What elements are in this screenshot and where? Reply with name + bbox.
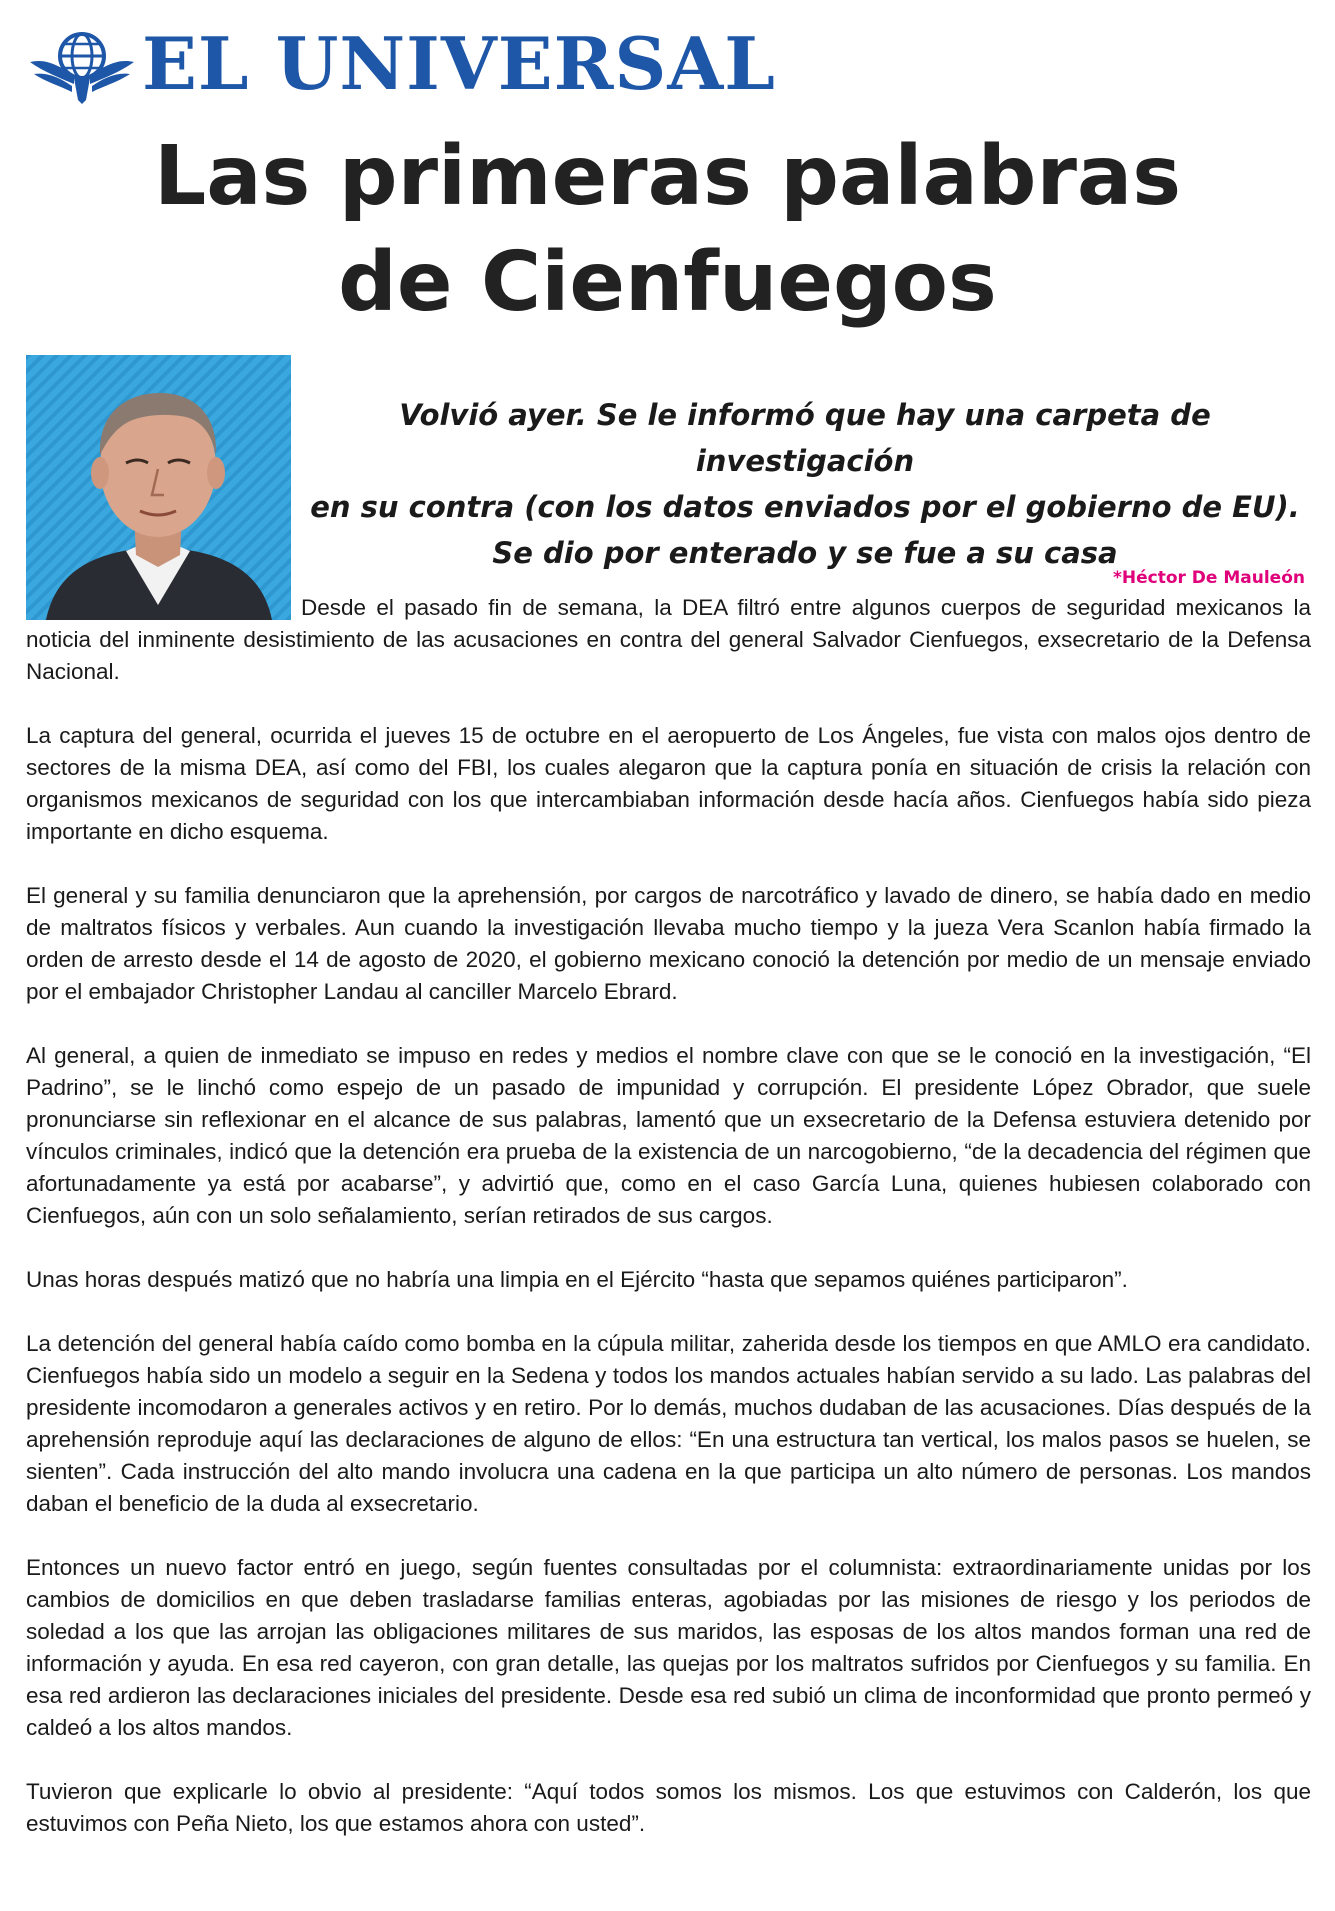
author-byline: *Héctor De Mauleón [1112, 568, 1305, 588]
paragraph-1: Desde el pasado fin de semana, la DEA filtró entre algunos cuerpos de seguridad mexicanos la noticia del inminente desistimiento de las acusaciones en contra del general Salvador Cienfuegos, exsecretario de la Defensa Nacional. [26, 595, 1311, 684]
logo-wordmark: EL UNIVERSAL [142, 21, 776, 106]
headline-line-2: de Cienfuegos [338, 235, 997, 330]
article-body [26, 592, 1311, 1872]
lead-line-3: Se dio por enterado y se fue a su casa [492, 536, 1118, 570]
author-portrait [26, 355, 291, 620]
author-photo [26, 355, 291, 620]
headline [0, 124, 1335, 336]
lead-line-1: Volvió ayer. Se le informó que hay una carpeta de investigación [399, 398, 1211, 478]
lead-line-2: en su contra (con los datos enviados por el gobierno de EU). [310, 490, 1300, 524]
paragraph-6: La detención del general había caído como bomba en la cúpula militar, zaherida desde los tiempos en que AMLO era candidato. Cienfuegos había sido un modelo a seguir en la Sedena y todos los mandos actuales habían servido a su lado. Las palabras del presidente incomodaron a generales activos y en retiro. Por lo demás, muchos dudaban de las acusaciones. Días después de la aprehensión reproduje aquí las declaraciones de alguno de ellos: “En una estructura tan vertical, los malos pasos se huelen, se sienten”. Cada instrucción del alto mando involucra una cadena en la que participa un alto número de personas. Los mandos daban el beneficio de la duda al exsecretario. [26, 1331, 1311, 1516]
paragraph-3: El general y su familia denunciaron que la aprehensión, por cargos de narcotráfico y lavado de dinero, se había dado en medio de maltratos físicos y verbales. Aun cuando la investigación llevaba mucho tiempo y la jueza Vera Scanlon había firmado la orden de arresto desde el 14 de agosto de 2020, el gobierno mexicano conoció la detención por medio de un mensaje enviado por el embajador Christopher Landau al canciller Marcelo Ebrard. [26, 883, 1311, 1004]
paragraph-8: Tuvieron que explicarle lo obvio al presidente: “Aquí todos somos los mismos. Los que estuvimos con Calderón, los que estuvimos con Peña Nieto, los que estamos ahora con usted”. [26, 1779, 1311, 1836]
paragraph-4: Al general, a quien de inmediato se impuso en redes y medios el nombre clave con que se le conoció en la investigación, “El Padrino”, se le linchó como espejo de un pasado de impunidad y corrupción. El presidente López Obrador, que suele pronunciarse sin reflexionar en el alcance de sus palabras, lamentó que un exsecretario de la Defensa estuviera detenido por vínculos criminales, indicó que la detención era prueba de la existencia de un narcogobierno, “de la decadencia del régimen que afortunadamente ya está por acabarse”, y advirtió que, como en el caso García Luna, quienes hubiesen colaborado con Cienfuegos, aún con un solo señalamiento, serían retirados de sus cargos. [26, 1043, 1311, 1228]
paragraph-5: Unas horas después matizó que no habría una limpia en el Ejército “hasta que sepamos quiénes participaron”. [26, 1267, 1128, 1292]
headline-line-1: Las primeras palabras [153, 129, 1182, 224]
paragraph-2: La captura del general, ocurrida el jueves 15 de octubre en el aeropuerto de Los Ángeles, fue vista con malos ojos dentro de sectores de la misma DEA, así como del FBI, los cuales alegaron que la captura ponía en situación de crisis la relación con organismos mexicanos de seguridad con los que intercambiaban información desde hacía años. Cienfuegos había sido pieza importante en dicho esquema. [26, 723, 1311, 844]
lead-paragraph [300, 392, 1310, 576]
globe-eagle-icon [26, 22, 138, 106]
paragraph-7: Entonces un nuevo factor entró en juego, según fuentes consultadas por el columnista: extraordinariamente unidas por los cambios de domicilios en que deben trasladarse familias enteras, agobiadas por las misiones de riesgo y los periodos de soledad a los que las arrojan las obligaciones militares de sus maridos, las esposas de los altos mandos forman una red de información y ayuda. En esa red cayeron, con gran detalle, las quejas por los maltratos sufridos por Cienfuegos y su familia. En esa red ardieron las declaraciones iniciales del presidente. Desde esa red subió un clima de inconformidad que pronto permeó y caldeó a los altos mandos. [26, 1555, 1311, 1740]
masthead [26, 22, 776, 106]
